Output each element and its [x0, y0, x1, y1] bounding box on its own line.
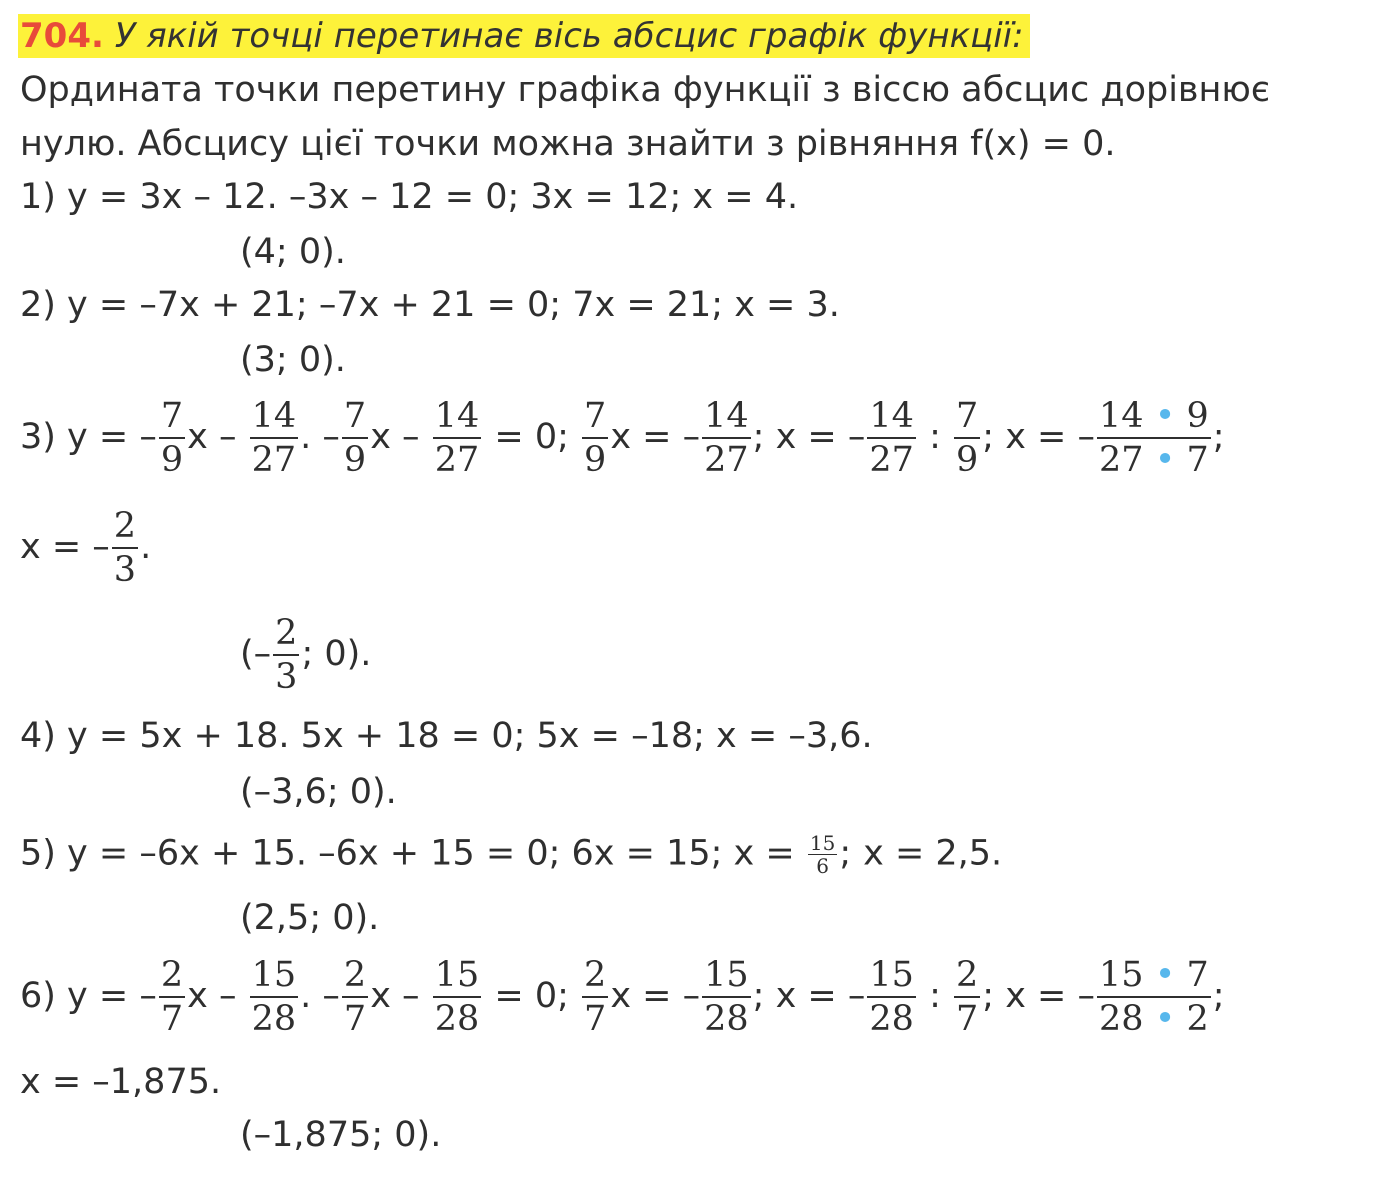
multiply-dot: • [1154, 999, 1176, 1039]
item-2-answer: (3; 0). [240, 340, 346, 380]
fraction: $\frac{14}{27}$ [704, 396, 749, 480]
intro-line-2: нулю. Абсцису цієї точки можна знайти з рівняння f(x) = 0. [20, 124, 1116, 164]
fraction: $\frac{14}{27}$ [434, 396, 480, 480]
fraction: $\frac{15}{28}$ [434, 955, 480, 1039]
fraction: $\frac{15}{28}$ [869, 955, 914, 1039]
multiply-dot: • [1154, 396, 1176, 436]
fraction: $\frac{15}{28}$ [704, 955, 749, 1039]
item-4-answer: (–3,6; 0). [240, 772, 397, 812]
fraction: $\frac{7}{9}$ [343, 396, 367, 480]
fraction: $\frac{2}{7}$ [160, 955, 184, 1039]
item-3-answer: (– $\frac{2}{3}$ ; 0). [240, 613, 372, 697]
fraction: $\frac{15}{28}$ [251, 955, 297, 1039]
item-6-answer: (–1,875; 0). [240, 1115, 442, 1155]
item-6-result: x = –1,875. [20, 1062, 222, 1102]
fraction: $\frac{2}{7}$ [343, 955, 367, 1039]
item-2-line: 2) y = –7x + 21; –7x + 21 = 0; 7x = 21; x = 3. [20, 285, 840, 325]
item-5-answer: (2,5; 0). [240, 898, 380, 938]
fraction: $\frac{14}{27}$ [869, 396, 914, 480]
problem-header [18, 14, 1030, 58]
multiply-dot: • [1154, 955, 1176, 995]
item-6-line: 6) y = – $\frac{2}{7}$ x – $\frac{15}{28}$ . – $\frac{2}{7}$ x – $\frac{15}{28}$ = 0; $\frac{2}{7}$ x = – $\frac{15}{28}$ ; x = – $\frac{15}{28}$ : $\frac{2}{7}$ ; x = – $\frac{15 • 7}{28 • 2}$ ; [20, 955, 1225, 1039]
fraction: $\frac{7}{9}$ [160, 396, 184, 480]
item-1-line: 1) y = 3x – 12. –3x – 12 = 0; 3x = 12; x = 4. [20, 177, 799, 217]
fraction-product: $\frac{14 • 9}{27 • 7}$ [1099, 396, 1209, 480]
fraction: $\frac{15}{6}$ [809, 831, 836, 878]
fraction-product: $\frac{15 • 7}{28 • 2}$ [1099, 955, 1209, 1039]
problem-question: У якій точці перетинає вісь абсцис графік функції: [114, 16, 1024, 56]
fraction: $\frac{14}{27}$ [251, 396, 297, 480]
problem-number: 704. [20, 16, 104, 56]
multiply-dot: • [1154, 440, 1176, 480]
item-4-line: 4) y = 5x + 18. 5x + 18 = 0; 5x = –18; x = –3,6. [20, 716, 873, 756]
item-1-answer: (4; 0). [240, 232, 346, 272]
fraction: $\frac{2}{3}$ [113, 506, 137, 590]
fraction: $\frac{2}{7}$ [584, 955, 607, 1039]
item-5-line: 5) y = –6x + 15. –6x + 15 = 0; 6x = 15; x = $\frac{15}{6}$ ; x = 2,5. [20, 831, 1003, 878]
fraction: $\frac{7}{9}$ [584, 396, 607, 480]
intro-line-1: Ордината точки перетину графіка функції з віссю абсцис дорівнює [20, 70, 1271, 110]
fraction: $\frac{2}{7}$ [956, 955, 979, 1039]
fraction: $\frac{2}{3}$ [275, 613, 298, 697]
fraction: $\frac{7}{9}$ [956, 396, 979, 480]
item-3-line: 3) y = – $\frac{7}{9}$ x – $\frac{14}{27}$ . – $\frac{7}{9}$ x – $\frac{14}{27}$ = 0; $\frac{7}{9}$ x = – $\frac{14}{27}$ ; x = – $\frac{14}{27}$ : $\frac{7}{9}$ ; x = – $\frac{14 • 9}{27 • 7}$ ; [20, 396, 1225, 480]
item-3-result: x = – $\frac{2}{3}$ . [20, 506, 152, 590]
